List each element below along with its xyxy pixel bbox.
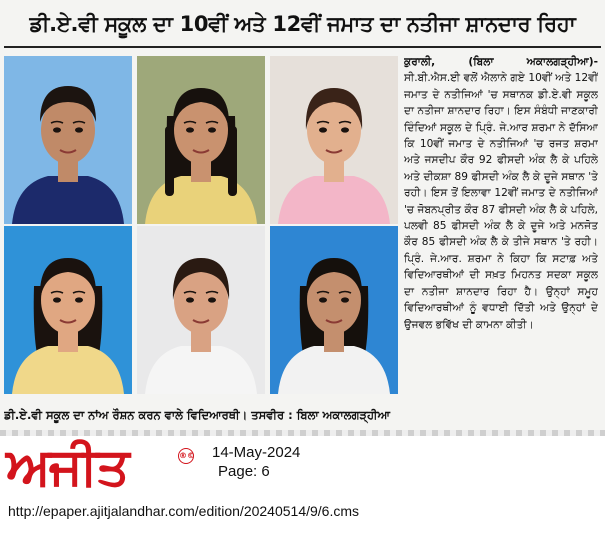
logo-wordmark: ਅਜੀਤ bbox=[6, 436, 128, 497]
epaper-footer bbox=[0, 436, 605, 535]
photo-student-1 bbox=[4, 56, 132, 224]
edition-url[interactable]: http://epaper.ajitjalandhar.com/edition/20240514/9/6.cms bbox=[8, 503, 360, 519]
article-dateline: ਕੁਰਾਲੀ, (ਬਿਲਾ ਅਕਾਲਗੜ੍ਹੀਆ)- bbox=[404, 56, 598, 68]
headline-rule bbox=[4, 46, 601, 48]
photo-student-4 bbox=[4, 226, 132, 394]
photo-student-2 bbox=[137, 56, 265, 224]
edition-page: Page: 6 bbox=[218, 463, 270, 480]
headline: ਡੀ.ਏ.ਵੀ ਸਕੂਲ ਦਾ 10ਵੀਂ ਅਤੇ 12ਵੀਂ ਜਮਾਤ ਦਾ ਨਤੀਜਾ ਸ਼ਾਨਦਾਰ ਰਿਹਾ bbox=[29, 12, 576, 36]
edition-date: 14-May-2024 bbox=[212, 444, 301, 461]
article-text: ਸੀ.ਬੀ.ਐਸ.ਈ ਵਲੋਂ ਐਲਾਨੇ ਗਏ 10ਵੀਂ ਅਤੇ 12ਵੀਂ ਜਮਾਤ ਦੇ ਨਤੀਜਿਆਂ 'ਚ ਸਥਾਨਕ ਡੀ.ਏ.ਵੀ ਸਕੂਲ ਦਾ ਨਤੀਜਾ ਸ਼ਾਨਦਾਰ ਰਿਹਾ। ਇਸ ਸੰਬੰਧੀ ਜਾਣਕਾਰੀ ਦਿੰਦਿਆਂ ਸਕੂਲ ਦੇ ਪ੍ਰਿੰ. ਜੇ.ਆਰ ਸ਼ਰਮਾ ਨੇ ਦੱਸਿਆ ਕਿ 10ਵੀਂ ਜਮਾਤ ਦੇ ਨਤੀਜਿਆਂ 'ਚ ਰਜਤ ਸ਼ਰਮਾ ਅਤੇ ਜਸਦੀਪ ਕੌਰ 92 ਫੀਸਦੀ ਅੰਕ ਲੈ ਕੇ ਪਹਿਲੇ ਅਤੇ ਦੀਕਸ਼ਾ 89 ਫੀਸਦੀ ਅੰਕ ਲੈ ਕੇ ਦੂਜੇ ਸਥਾਨ 'ਤੇ ਰਹੀ। ਇਸ ਤੋਂ ਇਲਾਵਾ 12ਵੀਂ ਜਮਾਤ ਦੇ ਨਤੀਜਿਆਂ 'ਚ ਜੋਬਨਪ੍ਰੀਤ ਕੌਰ 87 ਫੀਸਦੀ ਅੰਕ ਲੈ ਕੇ ਪਹਿਲੇ, ਪਲਵੀ 85 ਫੀਸਦੀ ਅੰਕ ਲੈ ਕੇ ਦੂਜੇ ਅਤੇ ਮਨਜੋਤ ਕੌਰ 85 ਫੀਸਦੀ ਅੰਕ ਲੈ ਕੇ ਤੀਜੇ ਸਥਾਨ 'ਤੇ ਰਹੀ। ਪ੍ਰਿੰ. ਜੇ.ਆਰ. ਸ਼ਰਮਾ ਨੇ ਕਿਹਾ ਕਿ ਸਟਾਫ਼ ਅਤੇ ਵਿਦਿਆਰਥੀਆਂ ਦੀ ਸਖ਼ਤ ਮਿਹਨਤ ਸਦਕਾ ਸਕੂਲ ਦਾ ਨਤੀਜਾ ਸ਼ਾਨਦਾਰ ਰਿਹਾ ਹੈ। ਉਨ੍ਹਾਂ ਸਮੂਹ ਵਿਦਿਆਰਥੀਆਂ ਨੂੰ ਵਧਾਈ ਦਿੱਤੀ ਅਤੇ ਉਨ੍ਹਾਂ ਦੇ ਉਜਵਲ ਭਵਿੱਖ ਦੀ ਕਾਮਨਾ ਕੀਤੀ। bbox=[404, 72, 598, 331]
photo-grid bbox=[4, 56, 394, 394]
ajit-logo bbox=[6, 436, 198, 500]
photo-student-6 bbox=[270, 226, 398, 394]
article-body bbox=[404, 54, 598, 428]
photo-student-3 bbox=[270, 56, 398, 224]
registered-mark: ®© bbox=[178, 448, 194, 464]
photo-caption: ਡੀ.ਏ.ਵੀ ਸਕੂਲ ਦਾ ਨਾਂਅ ਰੌਸ਼ਨ ਕਰਨ ਵਾਲੇ ਵਿਦਿਆਰਥੀ। ਤਸਵੀਰ : ਬਿਲਾ ਅਕਾਲਗੜ੍ਹੀਆ bbox=[4, 408, 390, 422]
photo-student-5 bbox=[137, 226, 265, 394]
